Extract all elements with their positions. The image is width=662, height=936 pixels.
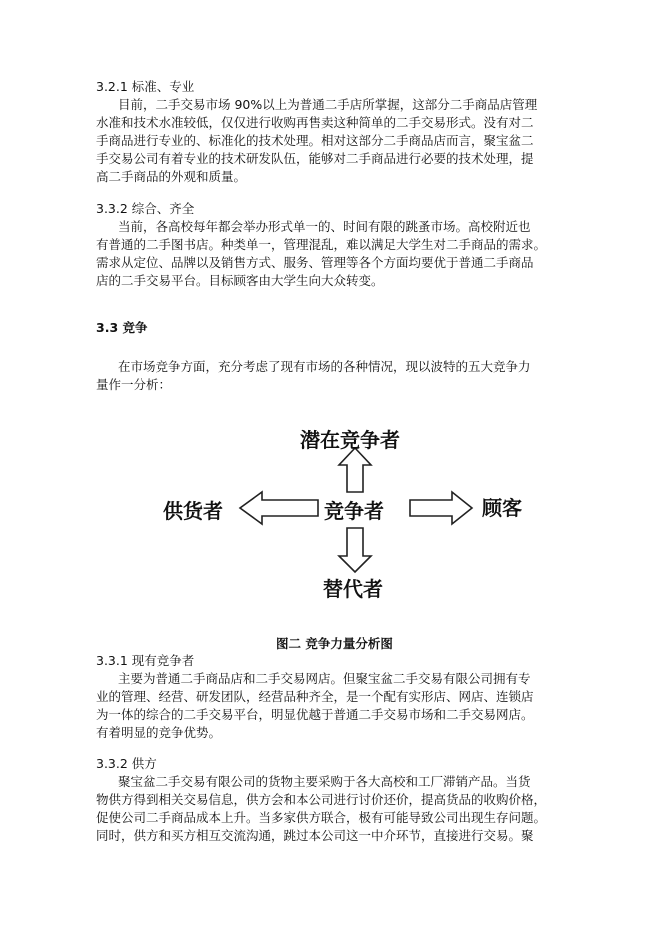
paragraph-line: 手交易公司有着专业的技术研发队伍，能够对二手商品进行必要的技术处理，提	[96, 151, 534, 166]
paragraph-line: 有着明显的竞争优势。	[96, 725, 222, 740]
paragraph-line: 物供方得到相关交易信息，供方会和本公司进行讨价还价，提高货品的收购价格，	[96, 792, 547, 807]
paragraph-line: 同时，供方和买方相互交流沟通，跳过本公司这一中介环节，直接进行交易。聚	[96, 828, 534, 843]
figure-caption: 图二 竞争力量分析图	[276, 636, 393, 651]
paragraph-line: 当前，各高校每年都会举办形式单一的、时间有限的跳蚤市场。高校附近也	[118, 219, 531, 234]
section-heading-3-3-1: 3.3.1 现有竞争者	[96, 653, 195, 668]
section-heading-3-3: 3.3 竞争	[96, 320, 148, 335]
paragraph-line: 促使公司二手商品成本上升。当多家供方联合，极有可能导致公司出现生存问题。	[96, 810, 547, 825]
paragraph-line: 高二手商品的外观和质量。	[96, 169, 247, 184]
paragraph-line: 主要为普通二手商品店和二手交易网店。但聚宝盆二手交易有限公司拥有专	[118, 671, 531, 686]
paragraph-line: 在市场竞争方面，充分考虑了现有市场的各种情况，现以波特的五大竞争力	[118, 359, 531, 374]
arrow-up	[339, 448, 371, 492]
paragraph-line: 需求从定位、品牌以及销售方式、服务、管理等各个方面均要优于普通二手商品	[96, 255, 534, 270]
paragraph-line: 有普通的二手图书店。种类单一，管理混乱，难以满足大学生对二手商品的需求。	[96, 237, 547, 252]
paragraph-line: 目前，二手交易市场 90%以上为普通二手店所掌握，这部分二手商品店管理	[118, 97, 538, 112]
arrow-right	[410, 492, 472, 524]
label-potential-competitors: 潜在竞争者	[300, 428, 400, 452]
section-heading-3-3-2-comprehensive: 3.3.2 综合、齐全	[96, 201, 195, 216]
paragraph-line: 聚宝盆二手交易有限公司的货物主要采购于各大高校和工厂滞销产品。当货	[118, 774, 531, 789]
paragraph-line: 业的管理、经营、研发团队，经营品种齐全，是一个配有实形店、网店、连锁店	[96, 689, 534, 704]
arrow-left	[240, 492, 318, 524]
paragraph-line: 手商品进行专业的、标准化的技术处理。相对这部分二手商品店而言，聚宝盆二	[96, 133, 534, 148]
label-customers: 顾客	[482, 496, 522, 520]
paragraph-line: 店的二手交易平台。目标顾客由大学生向大众转变。	[96, 273, 384, 288]
paragraph-line: 量作一分析：	[96, 377, 172, 392]
section-heading-3-2-1: 3.2.1 标准、专业	[96, 79, 195, 94]
section-heading-3-3-2-supplier: 3.3.2 供方	[96, 756, 157, 771]
label-competitors: 竞争者	[324, 499, 384, 523]
paragraph-line: 为一体的综合的二手交易平台，明显优越于普通二手交易市场和二手交易网店。	[96, 707, 534, 722]
arrow-down	[339, 528, 371, 572]
label-substitutes: 替代者	[323, 577, 383, 601]
label-suppliers: 供货者	[163, 499, 223, 523]
paragraph-line: 水准和技术水准较低，仅仅进行收购再售卖这种简单的二手交易形式。没有对二	[96, 115, 534, 130]
